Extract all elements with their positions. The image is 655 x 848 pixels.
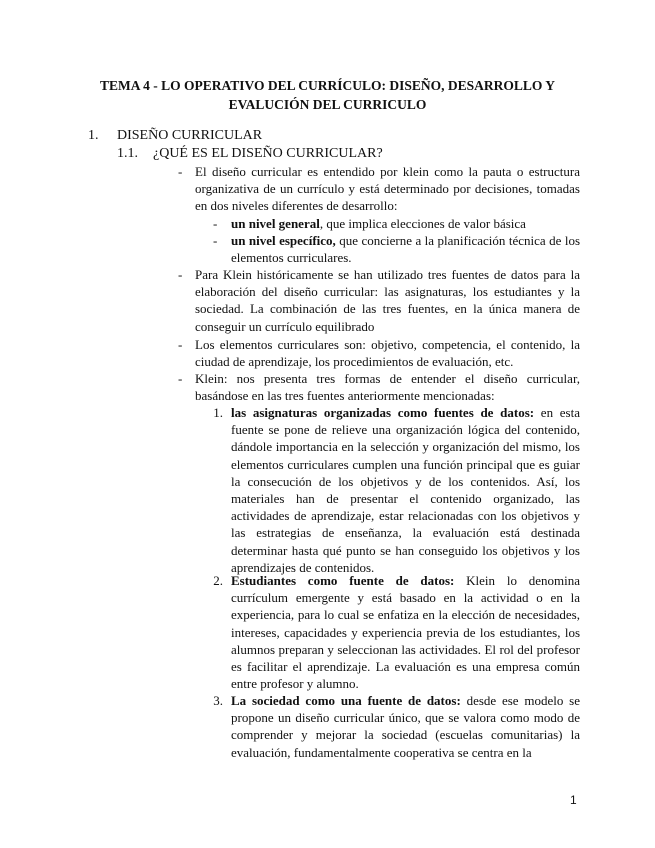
document-title <box>80 76 575 114</box>
paragraph-text: Klein: nos presenta tres formas de entender el diseño curricular, basándose en las tres fuentes anteriormente mencionadas: <box>195 371 580 404</box>
section-number: 1. <box>88 128 99 143</box>
list-number: 2. <box>213 573 223 588</box>
paragraph-sources <box>195 266 580 335</box>
subsection-label: ¿QUÉ ES EL DISEÑO CURRICULAR? <box>153 146 383 161</box>
list-item-society <box>231 692 580 761</box>
list-item-text: Klein lo denomina currículum emergente y está basado en la actividad o en la experiencia, para lo cual se enfatiza en la elección de necesidades, intereses, capacidades y experiencia previa de los estudiantes, los alumnos preparan y seleccionan las actividades. El rol del profesor es facilitar el aprendizaje. La evaluación es una empresa común entre profesor y alumno. <box>231 573 580 692</box>
list-item-students <box>231 572 580 692</box>
paragraph-text: Los elementos curriculares son: objetivo, competencia, el contenido, la ciudad de aprendizaje, los procedimientos de evaluación, etc. <box>195 337 580 370</box>
sub-item-bold: un nivel específico, <box>231 233 336 248</box>
paragraph-text: El diseño curricular es entendido por klein como la pauta o estructura organizativa de un currículo y está determinado por decisiones, tomadas en dos niveles diferentes de desarrollo: <box>195 164 580 214</box>
paragraph-elements <box>195 336 580 370</box>
sub-item-text: que concierne a la planificación técnica de los elementos curriculares. <box>231 233 581 266</box>
list-item-text: en esta fuente se pone de relieve una organización lógica del contenido, dándole importancia en la selección y organización del mismo, los elementos curriculares cumplen una función principal que es guiar la consecución de los objetivos y de los contenidos. Así, los materiales han de presentar el contenido organizado, las actividades de aprendizaje, estar relacionadas con los objetivos y las estrategias de enseñanza, la evaluación está destinada determinar hasta qué punto se han conseguido los objetivos y los aprendizajes de contenidos. <box>231 405 580 575</box>
bullet-dash: - <box>178 371 183 386</box>
bullet-dash: - <box>178 164 183 179</box>
page-number: 1 <box>570 793 577 807</box>
paragraph-text: Para Klein históricamente se han utilizado tres fuentes de datos para la elaboración del diseño curricular: las asignaturas, los estudiantes y la sociedad. La combinación de las tres fuentes, en la única manera de conseguir un currículo equilibrado <box>195 267 580 334</box>
list-item-bold: Estudiantes como fuente de datos: <box>231 573 455 588</box>
list-item-bold: La sociedad como una fuente de datos: <box>231 693 461 708</box>
bullet-dash: - <box>178 337 183 352</box>
sub-bullet-dash: - <box>213 216 218 231</box>
subsection-number: 1.1. <box>117 146 138 161</box>
paragraph-definition <box>195 163 580 215</box>
list-item-text: desde ese modelo se propone un diseño curricular único, que se valora como modo de comprender y mejorar la sociedad (escuelas comunitarias) la evaluación, fundamentalmente cooperativa se centra en la <box>231 693 580 760</box>
title-line-1: TEMA 4 - LO OPERATIVO DEL CURRÍCULO: DISEÑO, DESARROLLO Y <box>99 78 556 93</box>
sub-item-text: , que implica elecciones de valor básica <box>319 216 526 231</box>
sub-item-general <box>231 215 580 232</box>
sub-item-bold: un nivel general <box>231 216 320 231</box>
list-item-subjects <box>231 404 580 576</box>
list-number: 1. <box>213 405 223 420</box>
paragraph-klein-forms <box>195 370 580 404</box>
list-number: 3. <box>213 693 223 708</box>
section-label: DISEÑO CURRICULAR <box>117 128 263 143</box>
sub-bullet-dash: - <box>213 233 218 248</box>
list-item-bold: las asignaturas organizadas como fuentes de datos: <box>231 405 535 420</box>
title-line-2: EVALUCIÓN DEL CURRICULO <box>228 97 427 112</box>
sub-item-specific <box>231 232 580 266</box>
bullet-dash: - <box>178 267 183 282</box>
